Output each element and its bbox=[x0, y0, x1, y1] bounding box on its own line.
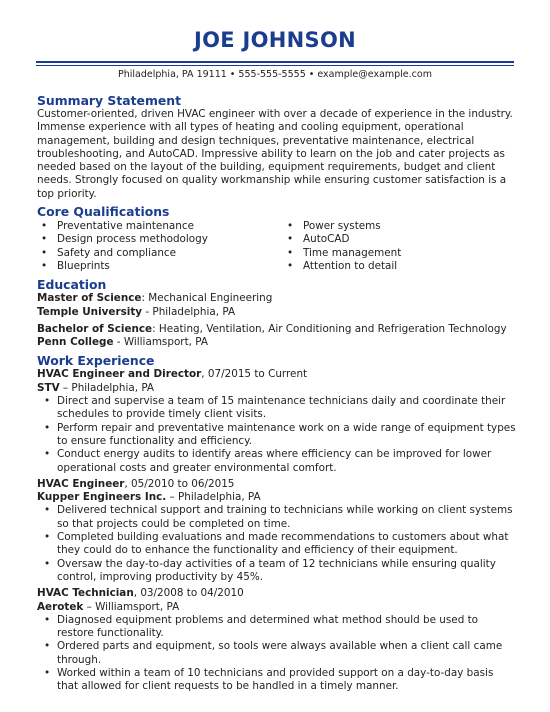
header-rule-thin bbox=[36, 65, 514, 66]
header-rule-thick bbox=[36, 61, 514, 63]
school: Penn College bbox=[37, 336, 114, 349]
company-location: – Philadelphia, PA bbox=[166, 491, 261, 504]
job-entry bbox=[37, 368, 516, 474]
summary-text: Customer-oriented, driven HVAC engineer with over a decade of experience in the industry. Immense experience with all types of heating and cooling equipment, operational management, building and design techniques, preventative maintenance, electrical troubleshooting, and AutoCAD. Impressive ability to learn on the job and cater projects as needed based on the layout of the building, equipment requirements, budget and client needs. Strongly focused on quality workmanship while ensuring customer satisfaction is a top priority. bbox=[37, 108, 513, 200]
job-title: HVAC Engineer bbox=[37, 477, 125, 490]
job-title: HVAC Technician bbox=[37, 587, 134, 600]
list-item: • Conduct energy audits to identify areas where efficiency can be improved for lower operational costs and greater environmental comfort. bbox=[37, 448, 516, 475]
qualification-item: • Blueprints bbox=[37, 260, 283, 273]
qualification-item: • Attention to detail bbox=[283, 260, 401, 273]
degree: Bachelor of Science bbox=[37, 322, 153, 335]
education-heading: Education bbox=[37, 277, 107, 293]
company-location: – Williamsport, PA bbox=[83, 600, 180, 613]
list-item: • Diagnosed equipment problems and determined what method should be used to restore functionality. bbox=[37, 614, 516, 641]
qualification-item: • Design process methodology bbox=[37, 233, 283, 246]
job-title: HVAC Engineer and Director bbox=[37, 368, 202, 381]
education-entry bbox=[37, 292, 516, 319]
qualification-item: • Time management bbox=[283, 247, 401, 260]
degree-field: : Heating, Ventilation, Air Conditioning and Refrigeration Technology bbox=[152, 322, 507, 335]
job-bullets bbox=[37, 395, 516, 475]
job-bullets bbox=[37, 504, 516, 584]
company: Kupper Engineers Inc. bbox=[37, 491, 167, 504]
degree-field: : Mechanical Engineering bbox=[141, 292, 273, 305]
candidate-name: JOE JOHNSON bbox=[194, 28, 356, 52]
school-location: - Williamsport, PA bbox=[113, 336, 208, 349]
qualifications-list bbox=[37, 220, 516, 273]
school: Temple University bbox=[37, 305, 143, 318]
job-dates: , 03/2008 to 04/2010 bbox=[133, 587, 244, 600]
contact-line: Philadelphia, PA 19111 • 555-555-5555 • example@example.com bbox=[118, 69, 432, 80]
list-item: • Ordered parts and equipment, so tools were always available when a client call came through. bbox=[37, 640, 516, 667]
list-item: • Delivered technical support and training to technicians while working on client systems so that projects could be completed on time. bbox=[37, 504, 516, 531]
company: Aerotek bbox=[37, 600, 84, 613]
qualification-item: • Safety and compliance bbox=[37, 247, 283, 260]
school-location: - Philadelphia, PA bbox=[142, 305, 236, 318]
list-item: • Completed building evaluations and made recommendations to customers about what they could do to enhance the functionality and efficiency of their equipment. bbox=[37, 531, 516, 558]
list-item: • Direct and supervise a team of 15 maintenance technicians daily and coordinate their schedules to provide timely client visits. bbox=[37, 395, 516, 422]
list-item: • Worked within a team of 10 technicians and provided support on a day-to-day basis that allowed for client requests to be handled in a timely manner. bbox=[37, 667, 516, 694]
job-dates: , 07/2015 to Current bbox=[201, 368, 308, 381]
job-bullets bbox=[37, 614, 516, 694]
company: STV bbox=[37, 381, 60, 394]
summary-heading: Summary Statement bbox=[37, 93, 182, 108]
experience-heading: Work Experience bbox=[37, 353, 155, 369]
list-item: • Oversaw the day-to-day activities of a team of 12 technicians while ensuring quality control, improving productivity by 45%. bbox=[37, 558, 516, 585]
qualifications-right-column bbox=[283, 220, 401, 273]
job-dates: , 05/2010 to 06/2015 bbox=[124, 477, 235, 490]
company-location: – Philadelphia, PA bbox=[59, 381, 155, 394]
qualifications-heading: Core Qualifications bbox=[37, 204, 170, 220]
job-entry bbox=[37, 587, 516, 693]
qualification-item: • Power systems bbox=[283, 220, 401, 233]
qualification-item: • AutoCAD bbox=[283, 233, 401, 246]
job-entry bbox=[37, 478, 516, 584]
qualifications-left-column bbox=[37, 220, 283, 273]
education-entry bbox=[37, 323, 516, 350]
resume-content bbox=[37, 93, 516, 697]
list-item: • Perform repair and preventative maintenance work on a wide range of equipment types to ensure functionality and efficiency. bbox=[37, 422, 516, 449]
degree: Master of Science bbox=[37, 292, 142, 305]
qualification-item: • Preventative maintenance bbox=[37, 220, 283, 233]
